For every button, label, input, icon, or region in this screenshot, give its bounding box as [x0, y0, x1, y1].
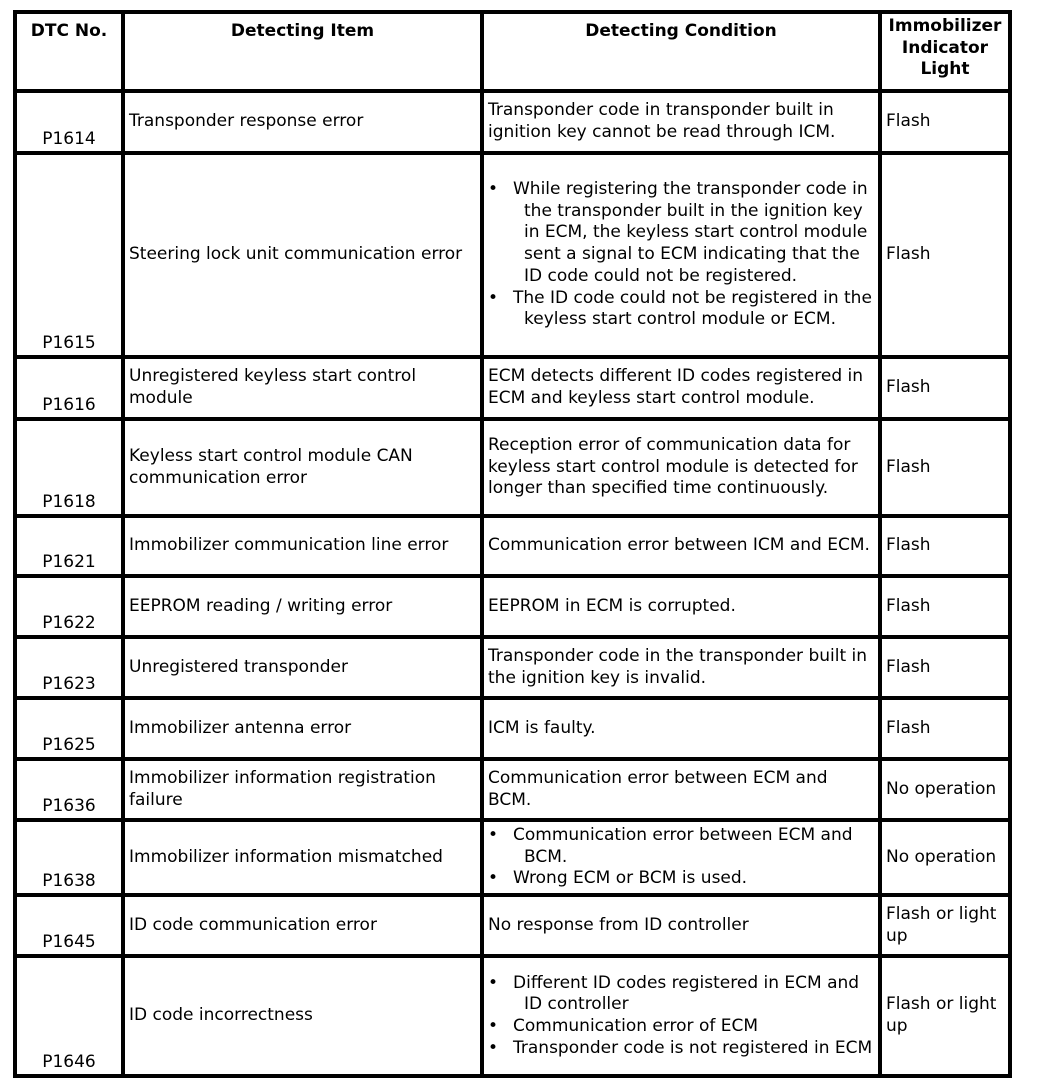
- dtc-code: P1646: [15, 956, 123, 1076]
- dtc-code: P1614: [15, 91, 123, 153]
- condition-bullet-text: Communication error of ECM: [513, 1016, 759, 1036]
- dtc-code: P1636: [15, 759, 123, 820]
- condition-bullet-list: [488, 825, 874, 890]
- table-row: [15, 576, 1010, 637]
- table-row: [15, 357, 1010, 419]
- condition-bullet-item: [488, 868, 874, 890]
- detecting-item: Steering lock unit communication error: [123, 153, 482, 357]
- dtc-code: P1616: [15, 357, 123, 419]
- condition-bullet-item: [488, 288, 874, 331]
- detecting-item: Unregistered keyless start control module: [123, 357, 482, 419]
- indicator-light-status: Flash: [880, 637, 1010, 698]
- table-row: [15, 820, 1010, 895]
- header-detecting-item: Detecting Item: [123, 12, 482, 91]
- detecting-condition: Communication error between ECM and BCM.: [482, 759, 880, 820]
- header-dtc-no: DTC No.: [15, 12, 123, 91]
- header-row: [15, 12, 1010, 91]
- condition-bullet-text: While registering the transponder code in the transponder built in the ignition key in ECM, the keyless start control module sent a signal to ECM indicating that the ID code could not be registered.: [513, 179, 868, 286]
- condition-bullet-item: [488, 179, 874, 288]
- condition-bullet-item: [488, 973, 874, 1016]
- condition-bullet-item: [488, 1038, 874, 1060]
- bullet-dot-icon: •: [488, 179, 499, 200]
- indicator-light-status: Flash: [880, 576, 1010, 637]
- detecting-condition: ICM is faulty.: [482, 698, 880, 759]
- condition-bullet-text: Different ID codes registered in ECM and ID controller: [513, 972, 860, 1015]
- dtc-code: P1623: [15, 637, 123, 698]
- indicator-light-status: Flash: [880, 91, 1010, 153]
- indicator-light-status: Flash: [880, 419, 1010, 516]
- dtc-code: P1621: [15, 516, 123, 576]
- condition-bullet-item: [488, 825, 874, 868]
- table-row: [15, 698, 1010, 759]
- condition-bullet-text: Wrong ECM or BCM is used.: [513, 868, 748, 889]
- condition-bullet-text: Communication error between ECM and BCM.: [513, 824, 853, 867]
- condition-bullet-text: Transponder code is not registered in ECM: [513, 1037, 873, 1058]
- detecting-condition: [482, 153, 880, 357]
- detecting-item: Unregistered transponder: [123, 637, 482, 698]
- table-row: [15, 956, 1010, 1076]
- detecting-item: ID code incorrectness: [123, 956, 482, 1076]
- detecting-condition: Communication error between ICM and ECM.: [482, 516, 880, 576]
- table-row: [15, 516, 1010, 576]
- detecting-item: Immobilizer antenna error: [123, 698, 482, 759]
- header-indicator-light-line2: Indicator: [901, 37, 989, 58]
- indicator-light-status: Flash or light up: [880, 956, 1010, 1076]
- dtc-table: [13, 10, 1012, 1078]
- detecting-condition: No response from ID controller: [482, 895, 880, 956]
- detecting-item: Immobilizer information mismatched: [123, 820, 482, 895]
- bullet-dot-icon: •: [488, 824, 499, 845]
- table-row: [15, 419, 1010, 516]
- detecting-condition: Transponder code in the transponder built in the ignition key is invalid.: [482, 637, 880, 698]
- condition-bullet-list: [488, 973, 874, 1060]
- table-row: [15, 153, 1010, 357]
- table-row: [15, 895, 1010, 956]
- detecting-condition: EEPROM in ECM is corrupted.: [482, 576, 880, 637]
- table-row: [15, 91, 1010, 153]
- detecting-item: Transponder response error: [123, 91, 482, 153]
- condition-bullet-list: [488, 179, 874, 331]
- indicator-light-status: Flash: [880, 698, 1010, 759]
- dtc-code: P1638: [15, 820, 123, 895]
- indicator-light-status: No operation: [880, 759, 1010, 820]
- detecting-item: Immobilizer communication line error: [123, 516, 482, 576]
- detecting-condition: ECM detects different ID codes registered in ECM and keyless start control module.: [482, 357, 880, 419]
- detecting-item: Immobilizer information registration failure: [123, 759, 482, 820]
- indicator-light-status: Flash: [880, 357, 1010, 419]
- condition-bullet-item: [488, 1016, 874, 1038]
- detecting-condition: Reception error of communication data for keyless start control module is detected for longer than specified time continuously.: [482, 419, 880, 516]
- header-indicator-light-line1: Immobilizer: [888, 16, 1002, 36]
- header-indicator-light: [880, 12, 1010, 91]
- indicator-light-status: Flash or light up: [880, 895, 1010, 956]
- indicator-light-status: Flash: [880, 153, 1010, 357]
- dtc-code: P1645: [15, 895, 123, 956]
- bullet-dot-icon: •: [488, 1037, 499, 1058]
- detecting-condition: [482, 956, 880, 1076]
- indicator-light-status: Flash: [880, 516, 1010, 576]
- condition-bullet-text: The ID code could not be registered in the keyless start control module or ECM.: [513, 287, 872, 330]
- detecting-item: ID code communication error: [123, 895, 482, 956]
- dtc-code: P1618: [15, 419, 123, 516]
- bullet-dot-icon: •: [488, 972, 499, 993]
- dtc-code: P1622: [15, 576, 123, 637]
- detecting-item: Keyless start control module CAN communication error: [123, 419, 482, 516]
- bullet-dot-icon: •: [488, 287, 499, 308]
- detecting-item: EEPROM reading / writing error: [123, 576, 482, 637]
- detecting-condition: [482, 820, 880, 895]
- bullet-dot-icon: •: [488, 868, 499, 889]
- dtc-code: P1615: [15, 153, 123, 357]
- indicator-light-status: No operation: [880, 820, 1010, 895]
- table-row: [15, 637, 1010, 698]
- header-detecting-condition: Detecting Condition: [482, 12, 880, 91]
- detecting-condition: Transponder code in transponder built in ignition key cannot be read through ICM.: [482, 91, 880, 153]
- dtc-table-body: [15, 91, 1010, 1076]
- dtc-code: P1625: [15, 698, 123, 759]
- bullet-dot-icon: •: [488, 1016, 499, 1036]
- table-row: [15, 759, 1010, 820]
- header-indicator-light-line3: Light: [920, 59, 970, 79]
